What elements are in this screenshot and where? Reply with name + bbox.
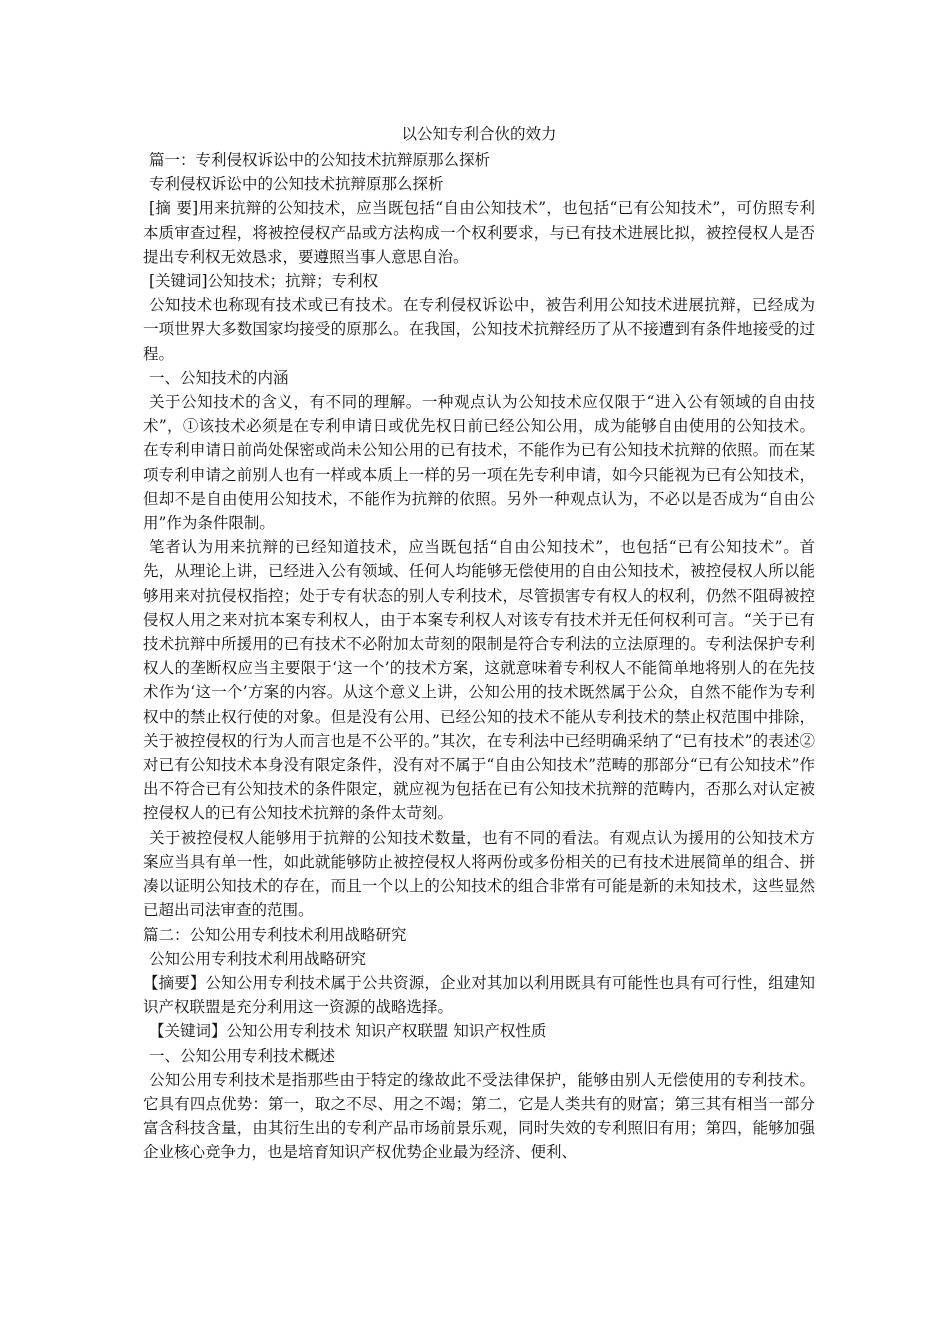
document-title: 以公知专利合伙的效力 bbox=[401, 125, 557, 143]
body-paragraph: 关于公知技术的含义，有不同的理解。一种观点认为公知技术应仅限于“进入公有领域的自由技术”，①该技术必须是在专利申请日或优先权日前已经公知公用，成为能够自由使用的公知技术。在专利申请日前尚处保密或尚未公知公用的已有技术，不能作为已有公知技术抗辩的依照。而在某项专利申请之前别人也有一样或本质上一样的另一项在先专利申请，如今只能视为已有公知技术，但却不是自由使用公知技术，不能作为抗辩的依照。另外一种观点认为，不必以是否成为“自由公用”作为条件限制。 bbox=[143, 393, 815, 533]
section-heading-1: 篇一：专利侵权诉讼中的公知技术抗辩原那么探析 bbox=[149, 151, 491, 169]
subsection-heading: 一、公知公用专利技术概述 bbox=[149, 1046, 336, 1065]
subsection-heading: 一、公知技术的内涵 bbox=[149, 368, 289, 387]
document-page bbox=[143, 120, 815, 1165]
body-paragraph: 笔者认为用来抗辩的已经知道技术，应当既包括“自由公知技术”，也包括“已有公知技术”。首先，从理论上讲，已经进入公有领域、任何人均能够无偿使用的自由公知技术，被控侵权人所以能够用来对抗侵权指控；处于专有状态的别人专利技术，尽管损害专有权人的权利，仍然不阻碍被控侵权人用之来对抗本案专利权人，由于本案专利权人对该专有技术并无任何权利可言。“关于已有技术抗辩中所援用的已有技术不必附加太苛刻的限制是符合专利法的立法原理的。专利法保护专利权人的垄断权应当主要限于‘这一个’的技术方案，这就意味着专利权人不能简单地将别人的在先技术作为‘这一个’方案的内容。从这个意义上讲，公知公用的技术既然属于公众，自然不能作为专利权中的禁止权行使的对象。但是没有公用、已经公知的技术不能从专利技术的禁止权范围中排除，关于被控侵权的行为人而言也是不公平的。”其次，在专利法中已经明确采纳了“已有技术”的表述②对已有公知技术本身没有限定条件，没有对不属于“自由公知技术”范畴的那部分“已有公知技术”作出不符合已有公知技术的条件限定，就应视为包括在已有公知技术抗辩的范畴内，否那么对认定被控侵权人的已有公知技术抗辩的条件太苛刻。 bbox=[143, 538, 815, 823]
abstract-paragraph-1: [摘 要]用来抗辩的公知技术，应当既包括“自由公知技术”，也包括“已有公知技术”，可仿照专利本质审查过程，将被控侵权产品或方法构成一个权利要求，与已有技术进展比拟，被控侵权人是否提出专利权无效恳求，要遵照当事人意思自治。 bbox=[143, 199, 815, 266]
section-heading-2: 篇二：公知公用专利技术利用战略研究 bbox=[143, 925, 407, 944]
body-paragraph: 关于被控侵权人能够用于抗辩的公知技术数量，也有不同的看法。有观点认为援用的公知技术方案应当具有单一性，如此就能够防止被控侵权人将两份或多份相关的已有技术进展简单的组合、拼凑以证明公知技术的存在，而且一个以上的公知技术的组合非常有可能是新的未知技术，这些显然已超出司法审查的范围。 bbox=[143, 828, 815, 920]
body-paragraph: 公知技术也称现有技术或已有技术。在专利侵权诉讼中，被告利用公知技术进展抗辩，已经成为一项世界大多数国家均接受的原那么。在我国，公知技术抗辩经历了从不接遭到有条件地接受的过程。 bbox=[143, 296, 815, 363]
abstract-paragraph-2: 【摘要】公知公用专利技术属于公共资源，企业对其加以利用既具有可能性也具有可行性，组建知识产权联盟是充分利用这一资源的战略选择。 bbox=[143, 973, 815, 1017]
article-title-2: 公知公用专利技术利用战略研究 bbox=[149, 949, 367, 968]
body-paragraph: 公知公用专利技术是指那些由于特定的缘故此不受法律保护，能够由别人无偿使用的专利技术。它具有四点优势：第一，取之不尽、用之不竭；第二，它是人类共有的财富；第三其有相当一部分富含科技含量，由其衍生出的专利产品市场前景乐观，同时失效的专利照旧有用；第四，能够加强企业核心竞争力，也是培育知识产权优势企业最为经济、便利、 bbox=[143, 1070, 815, 1162]
keywords-paragraph-2: 【关键词】公知公用专利技术 知识产权联盟 知识产权性质 bbox=[149, 1022, 547, 1041]
keywords-paragraph-1: [关键词]公知技术；抗辩；专利权 bbox=[149, 272, 379, 291]
article-title-1: 专利侵权诉讼中的公知技术抗辩原那么探析 bbox=[149, 175, 444, 194]
